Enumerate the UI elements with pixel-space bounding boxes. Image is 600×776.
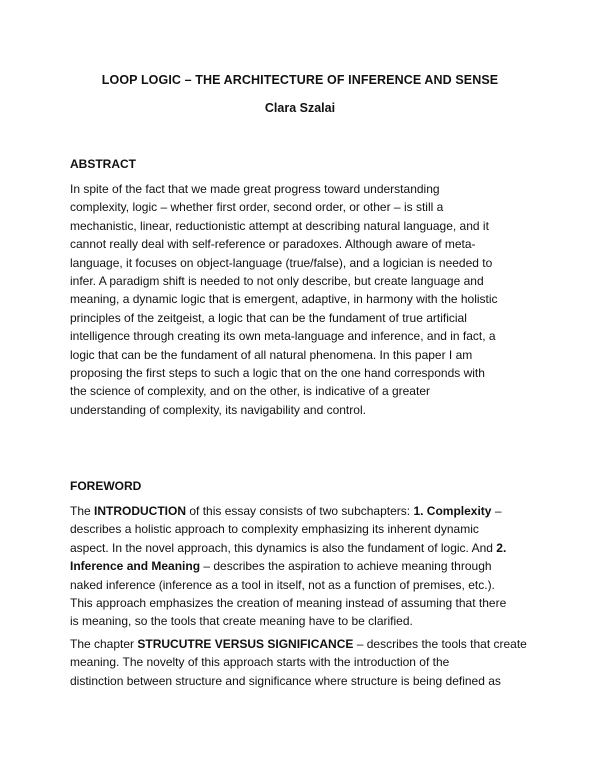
text-run: The xyxy=(70,504,95,518)
abstract-line: the science of complexity, and on the other, is indicative of a greater xyxy=(70,384,430,399)
text-line xyxy=(70,539,532,557)
chapter-bold-term: STRUCUTRE VERSUS SIGNIFICANCE xyxy=(137,637,354,651)
text-line: is meaning, so the tools that create meaning have to be clarified. xyxy=(70,614,413,629)
paper-title: LOOP LOGIC – THE ARCHITECTURE OF INFERENCE AND SENSE xyxy=(101,73,499,87)
text-run: aspect. In the novel approach, this dynamics is also the fundament of logic. And xyxy=(70,540,497,555)
text-run: of this essay consists of two subchapters: xyxy=(186,504,414,518)
abstract-line: mechanistic, linear, reductionistic attempt at describing natural language, and it xyxy=(70,218,489,233)
foreword-heading: FOREWORD xyxy=(70,479,142,493)
abstract-paragraph xyxy=(70,180,532,419)
abstract-line: principles of the zeitgeist, a logic that can be the fundament of true artificial xyxy=(70,310,467,325)
author-name: Clara Szalai xyxy=(264,101,336,115)
inference-bold-term: Inference and Meaning xyxy=(70,559,201,574)
numbering-bold: 2. xyxy=(496,540,507,555)
text-line: naked inference (inference as a tool in itself, not as a function of premises, etc.). xyxy=(70,577,495,592)
text-run: The chapter xyxy=(70,637,138,651)
abstract-line: intelligence through creating its own meta-language and inference, and in fact, a xyxy=(70,329,496,344)
abstract-line: infer. A paradigm shift is needed to not only describe, but create language and xyxy=(70,274,484,289)
abstract-line: logic that can be the fundament of all natural phenomena. In this paper I am xyxy=(70,347,473,362)
text-line: meaning. The novelty of this approach starts with the introduction of the xyxy=(70,655,450,670)
abstract-line: meaning, a dynamic logic that is emergent, adaptive, in harmony with the holistic xyxy=(70,292,498,307)
foreword-paragraph-1 xyxy=(70,502,532,631)
text-line xyxy=(70,635,532,653)
foreword-paragraph-2 xyxy=(70,635,532,690)
abstract-line: complexity, logic – whether first order, second order, or other – is still a xyxy=(70,200,444,215)
abstract-line: proposing the first steps to such a logic that on the one hand corresponds with xyxy=(70,366,485,381)
text-line xyxy=(70,557,532,575)
text-line xyxy=(70,502,532,520)
text-run: – describes the aspiration to achieve meaning through xyxy=(200,559,492,574)
text-line: describes a holistic approach to complexity emphasizing its inherent dynamic xyxy=(70,522,479,537)
abstract-line: language, it focuses on object-language (true/false), and a logician is needed to xyxy=(70,255,493,270)
intro-bold-term: INTRODUCTION xyxy=(94,504,187,518)
abstract-line: understanding of complexity, its navigability and control. xyxy=(70,402,366,417)
text-run: – describes the tools that create xyxy=(353,637,527,651)
text-line: This approach emphasizes the creation of meaning instead of assuming that there xyxy=(70,596,507,611)
abstract-line: In spite of the fact that we made great progress toward understanding xyxy=(70,182,440,196)
abstract-line: cannot really deal with self-reference or paradoxes. Although aware of meta- xyxy=(70,237,476,252)
complexity-bold-term: 1. Complexity xyxy=(413,504,492,518)
abstract-heading: ABSTRACT xyxy=(70,157,136,171)
text-line: distinction between structure and significance where structure is being defined as xyxy=(70,673,501,688)
text-run: – xyxy=(491,504,502,518)
